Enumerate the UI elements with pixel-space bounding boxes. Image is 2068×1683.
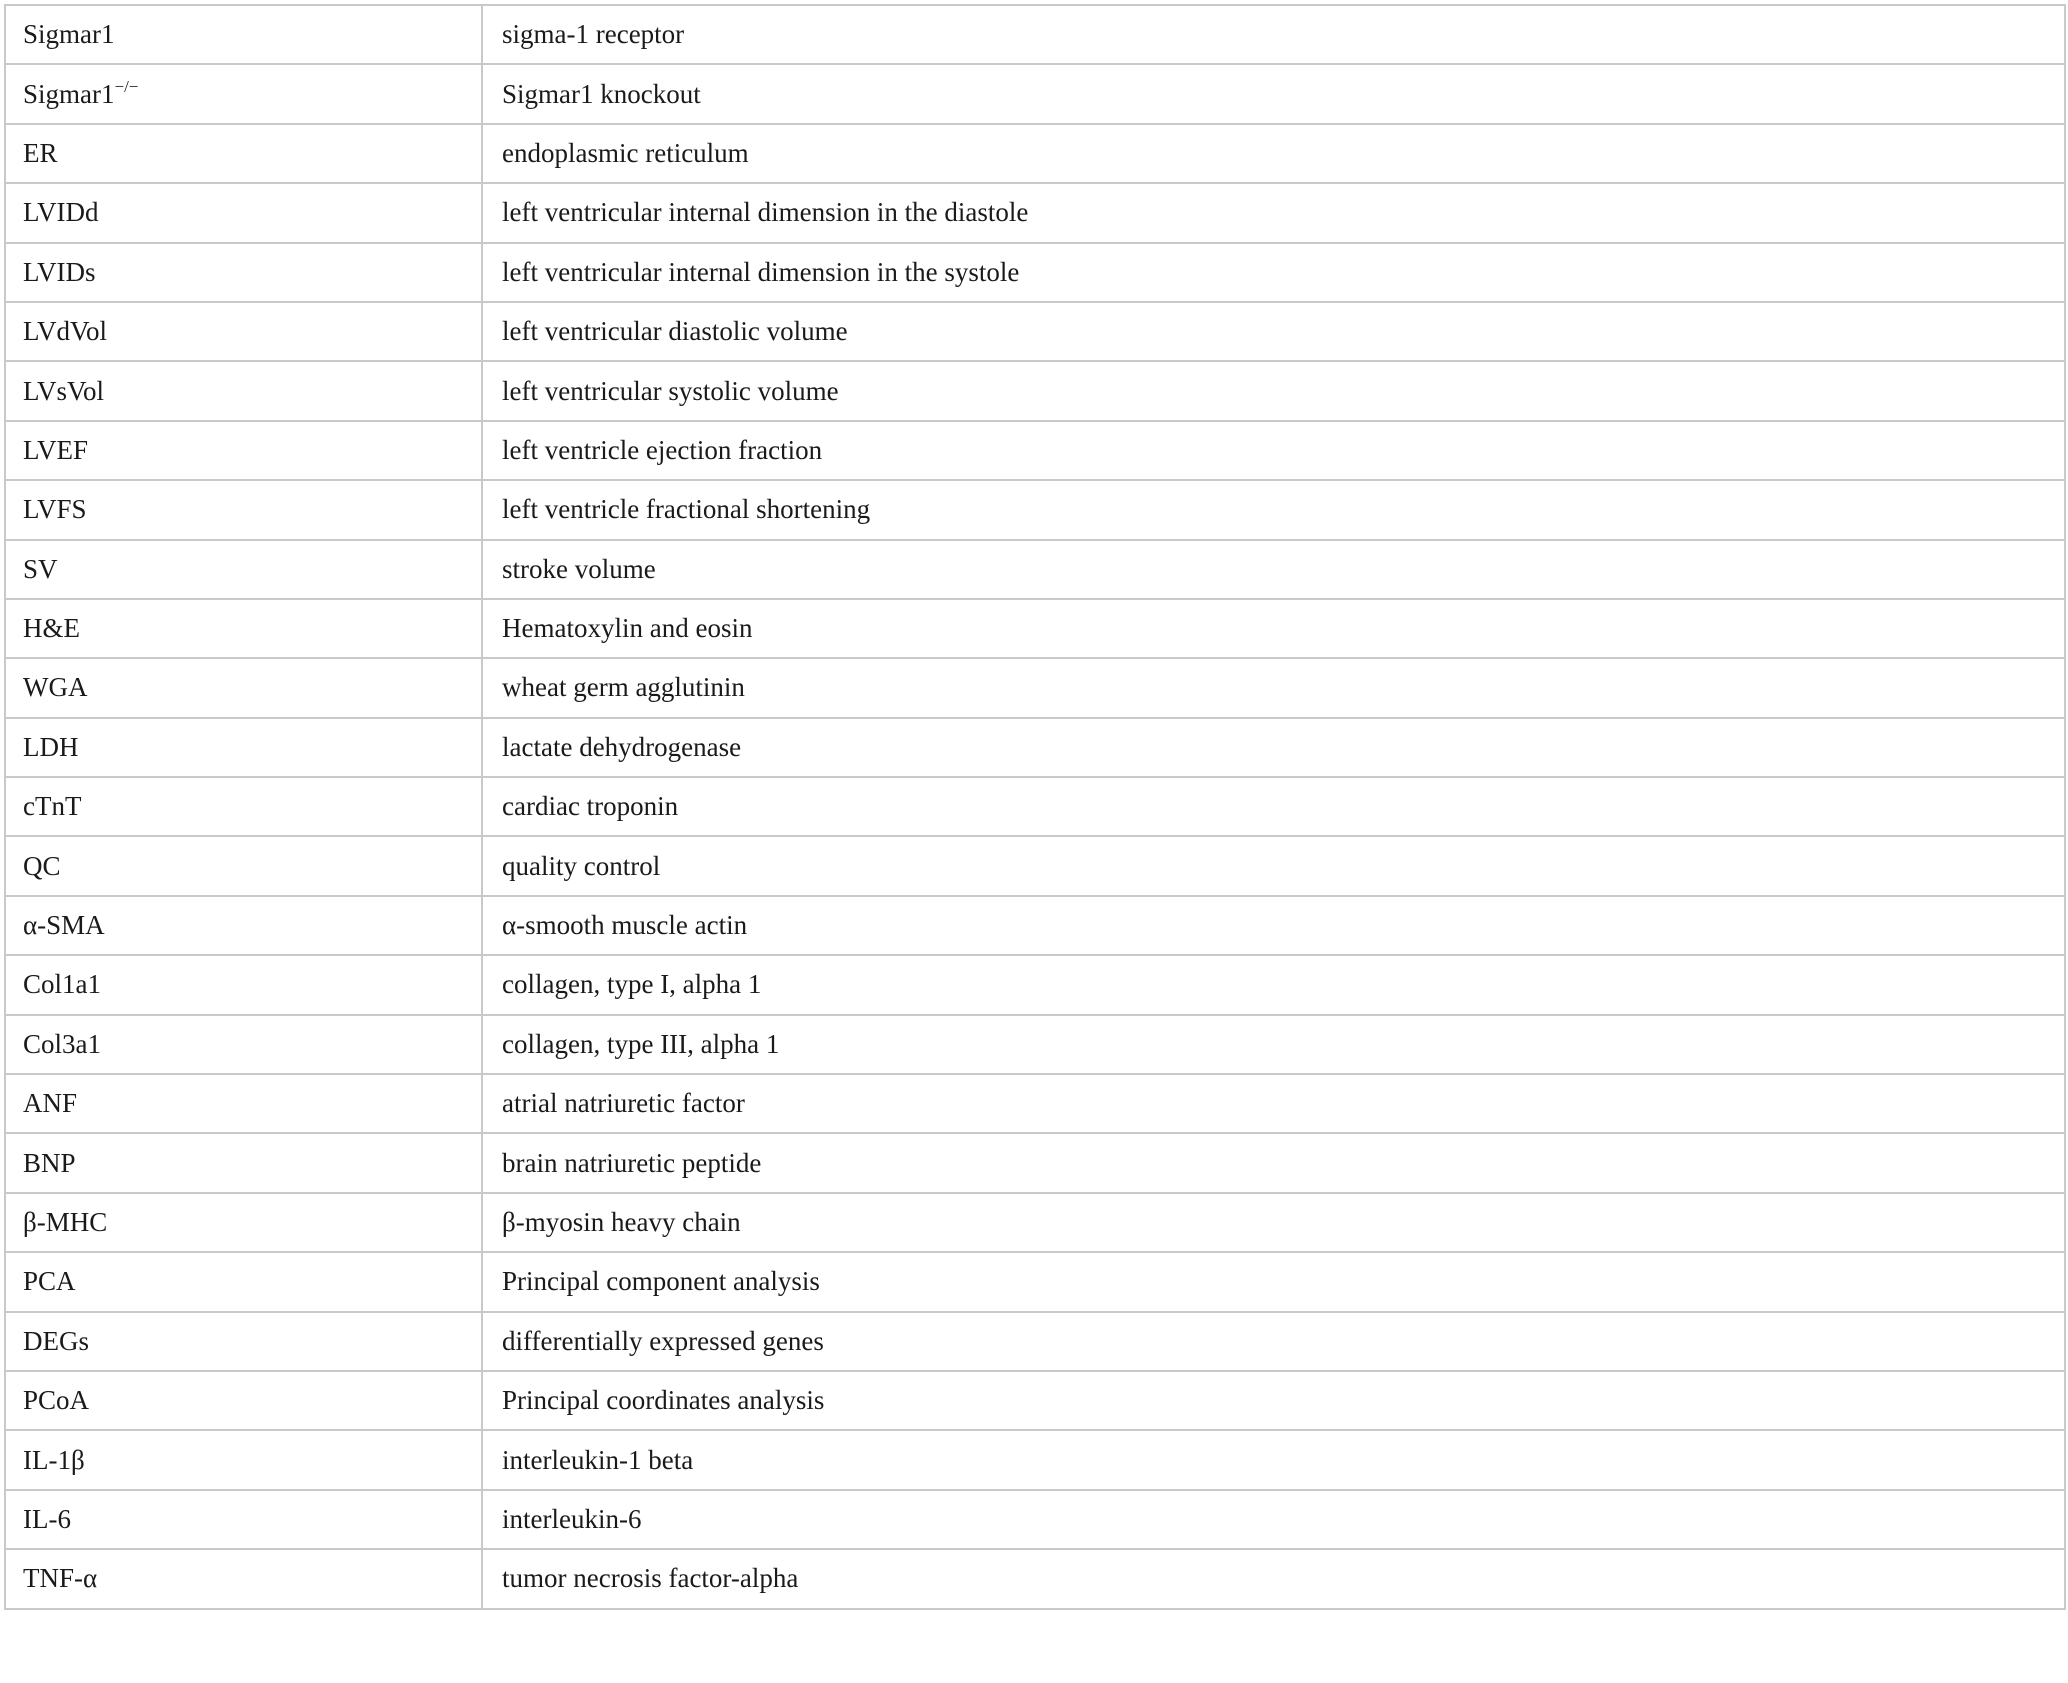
abbreviation-cell: ER (5, 124, 482, 183)
abbreviation-cell (5, 64, 482, 123)
abbreviation-cell: DEGs (5, 1312, 482, 1371)
abbreviation-cell: Col1a1 (5, 955, 482, 1014)
abbreviation-cell: IL-1β (5, 1430, 482, 1489)
definition-cell: endoplasmic reticulum (482, 124, 2065, 183)
table-row (5, 599, 2065, 658)
abbreviation-cell: IL-6 (5, 1490, 482, 1549)
table-row (5, 1252, 2065, 1311)
definition-cell: left ventricular diastolic volume (482, 302, 2065, 361)
table-row (5, 243, 2065, 302)
table-row (5, 1490, 2065, 1549)
table-row (5, 718, 2065, 777)
table-row (5, 183, 2065, 242)
abbreviation-cell: LVdVol (5, 302, 482, 361)
table-row (5, 1015, 2065, 1074)
abbreviation-cell: BNP (5, 1133, 482, 1192)
abbreviation-cell: QC (5, 836, 482, 895)
definition-cell: collagen, type III, alpha 1 (482, 1015, 2065, 1074)
table-row (5, 1312, 2065, 1371)
table-row (5, 302, 2065, 361)
definition-cell: collagen, type I, alpha 1 (482, 955, 2065, 1014)
definition-cell: β-myosin heavy chain (482, 1193, 2065, 1252)
definition-cell: quality control (482, 836, 2065, 895)
abbreviations-table-body (5, 5, 2065, 1609)
abbreviation-cell: cTnT (5, 777, 482, 836)
abbreviation-cell: H&E (5, 599, 482, 658)
abbreviation-cell: LVEF (5, 421, 482, 480)
table-row (5, 5, 2065, 64)
definition-cell: Hematoxylin and eosin (482, 599, 2065, 658)
abbreviation-cell: β-MHC (5, 1193, 482, 1252)
table-row (5, 777, 2065, 836)
knockout-superscript: −/− (114, 76, 139, 96)
table-row (5, 1371, 2065, 1430)
table-row (5, 64, 2065, 123)
definition-cell: atrial natriuretic factor (482, 1074, 2065, 1133)
abbreviation-cell: Col3a1 (5, 1015, 482, 1074)
abbreviation-cell: SV (5, 540, 482, 599)
definition-cell: left ventricular internal dimension in the systole (482, 243, 2065, 302)
definition-cell: left ventricular systolic volume (482, 361, 2065, 420)
table-row (5, 1133, 2065, 1192)
table-row (5, 421, 2065, 480)
definition-cell: left ventricle ejection fraction (482, 421, 2065, 480)
abbreviation-cell: PCoA (5, 1371, 482, 1430)
table-row (5, 1430, 2065, 1489)
table-row (5, 836, 2065, 895)
abbreviation-text: Sigmar1 (23, 78, 115, 109)
table-row (5, 658, 2065, 717)
table-row (5, 124, 2065, 183)
definition-cell: cardiac troponin (482, 777, 2065, 836)
definition-cell: wheat germ agglutinin (482, 658, 2065, 717)
table-row (5, 1549, 2065, 1608)
abbreviation-cell: LVIDs (5, 243, 482, 302)
definition-cell: Principal coordinates analysis (482, 1371, 2065, 1430)
definition-cell: Sigmar1 knockout (482, 64, 2065, 123)
abbreviation-cell: WGA (5, 658, 482, 717)
abbreviation-cell: LVsVol (5, 361, 482, 420)
abbreviation-cell: LVIDd (5, 183, 482, 242)
abbreviation-cell: LVFS (5, 480, 482, 539)
table-row (5, 1193, 2065, 1252)
definition-cell: interleukin-1 beta (482, 1430, 2065, 1489)
abbreviation-cell: α-SMA (5, 896, 482, 955)
table-row (5, 540, 2065, 599)
definition-cell: stroke volume (482, 540, 2065, 599)
abbreviation-cell: PCA (5, 1252, 482, 1311)
definition-cell: sigma-1 receptor (482, 5, 2065, 64)
definition-cell: differentially expressed genes (482, 1312, 2065, 1371)
definition-cell: α-smooth muscle actin (482, 896, 2065, 955)
abbreviations-table (4, 4, 2066, 1610)
definition-cell: lactate dehydrogenase (482, 718, 2065, 777)
table-row (5, 480, 2065, 539)
definition-cell: brain natriuretic peptide (482, 1133, 2065, 1192)
table-row (5, 1074, 2065, 1133)
definition-cell: left ventricle fractional shortening (482, 480, 2065, 539)
abbreviation-cell: ANF (5, 1074, 482, 1133)
definition-cell: left ventricular internal dimension in the diastole (482, 183, 2065, 242)
definition-cell: Principal component analysis (482, 1252, 2065, 1311)
table-row (5, 896, 2065, 955)
abbreviation-cell: TNF-α (5, 1549, 482, 1608)
definition-cell: interleukin-6 (482, 1490, 2065, 1549)
abbreviation-cell: Sigmar1 (5, 5, 482, 64)
definition-cell: tumor necrosis factor-alpha (482, 1549, 2065, 1608)
table-row (5, 955, 2065, 1014)
abbreviation-cell: LDH (5, 718, 482, 777)
table-row (5, 361, 2065, 420)
